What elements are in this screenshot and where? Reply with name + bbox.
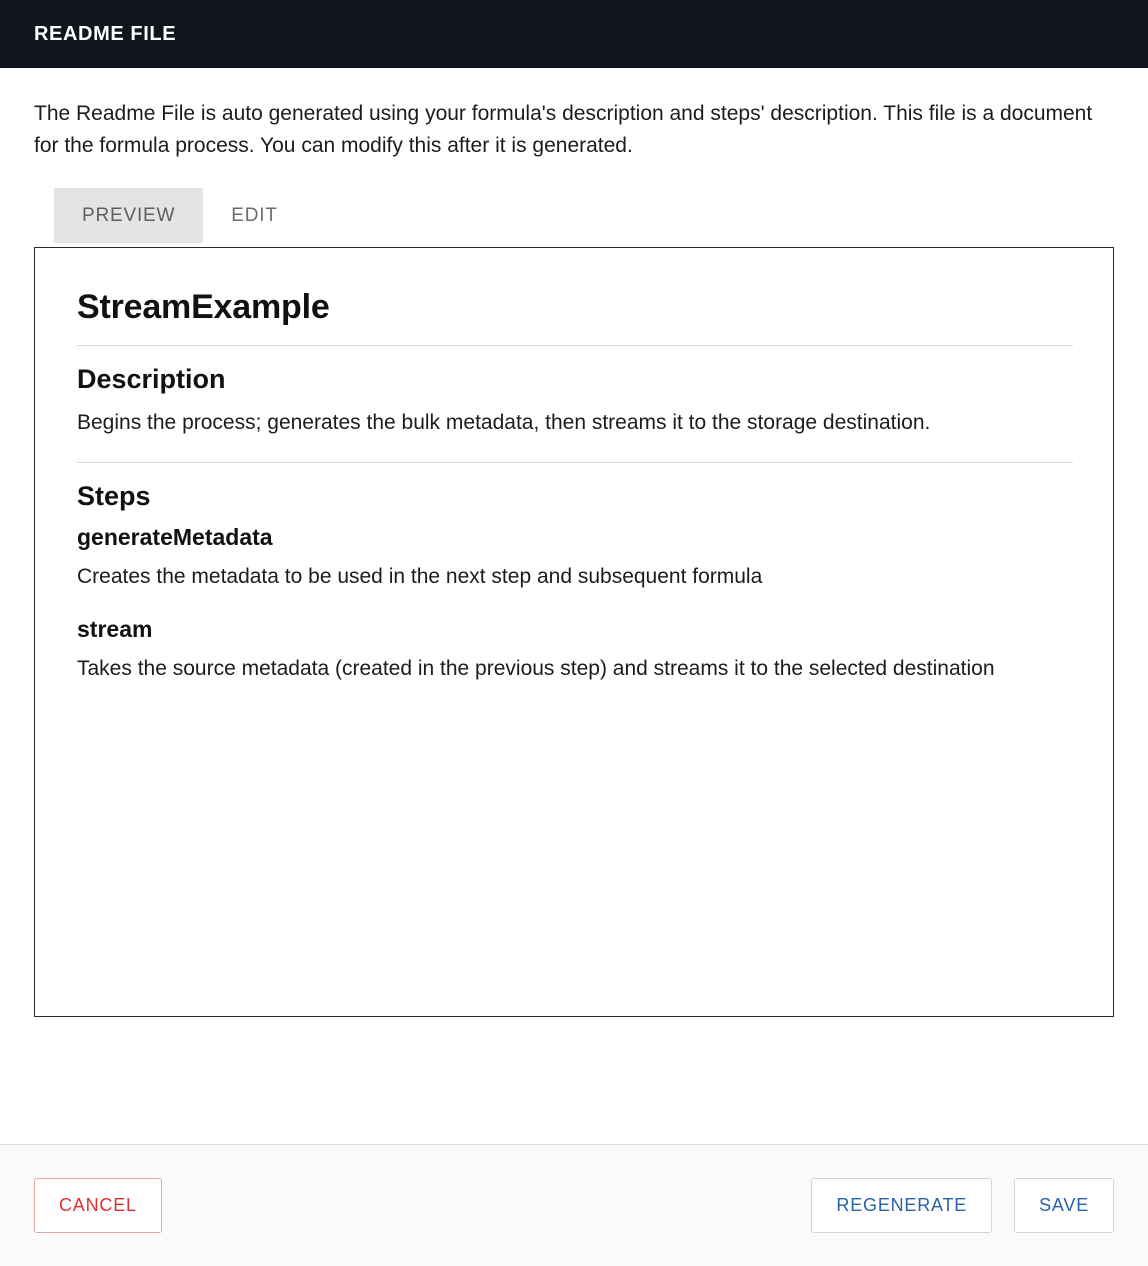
step-description-generatemetadata: Creates the metadata to be used in the next step and subsequent formula <box>77 565 763 588</box>
step-description-stream: Takes the source metadata (created in the previous step) and streams it to the selected destination <box>77 657 995 680</box>
title-divider <box>77 345 1073 346</box>
dialog-title: README FILE <box>34 22 177 45</box>
tab-preview[interactable]: PREVIEW <box>54 188 203 243</box>
regenerate-button[interactable]: REGENERATE <box>811 1178 992 1233</box>
readme-preview-pane <box>34 247 1114 1017</box>
description-text: Begins the process; generates the bulk metadata, then streams it to the storage destination. <box>77 411 931 434</box>
intro-text: The Readme File is auto generated using your formula's description and steps' description. This file is a document for the formula process. You can modify this after it is generated. <box>34 102 1093 157</box>
step-name-generatemetadata: generateMetadata <box>77 524 273 550</box>
cancel-button[interactable]: CANCEL <box>34 1178 162 1233</box>
step-item <box>77 524 1073 592</box>
tab-edit[interactable]: EDIT <box>203 188 305 243</box>
save-button[interactable]: SAVE <box>1014 1178 1114 1233</box>
readme-doc-title: StreamExample <box>77 288 330 326</box>
step-item <box>77 616 1073 684</box>
view-mode-tabs <box>54 188 1114 243</box>
description-heading: Description <box>77 364 226 394</box>
dialog-footer <box>0 1144 1148 1266</box>
dialog-body <box>0 68 1148 1144</box>
footer-action-group <box>811 1178 1114 1233</box>
dialog-titlebar <box>0 0 1148 68</box>
step-name-stream: stream <box>77 616 153 642</box>
steps-heading: Steps <box>77 481 151 511</box>
description-divider <box>77 462 1073 463</box>
